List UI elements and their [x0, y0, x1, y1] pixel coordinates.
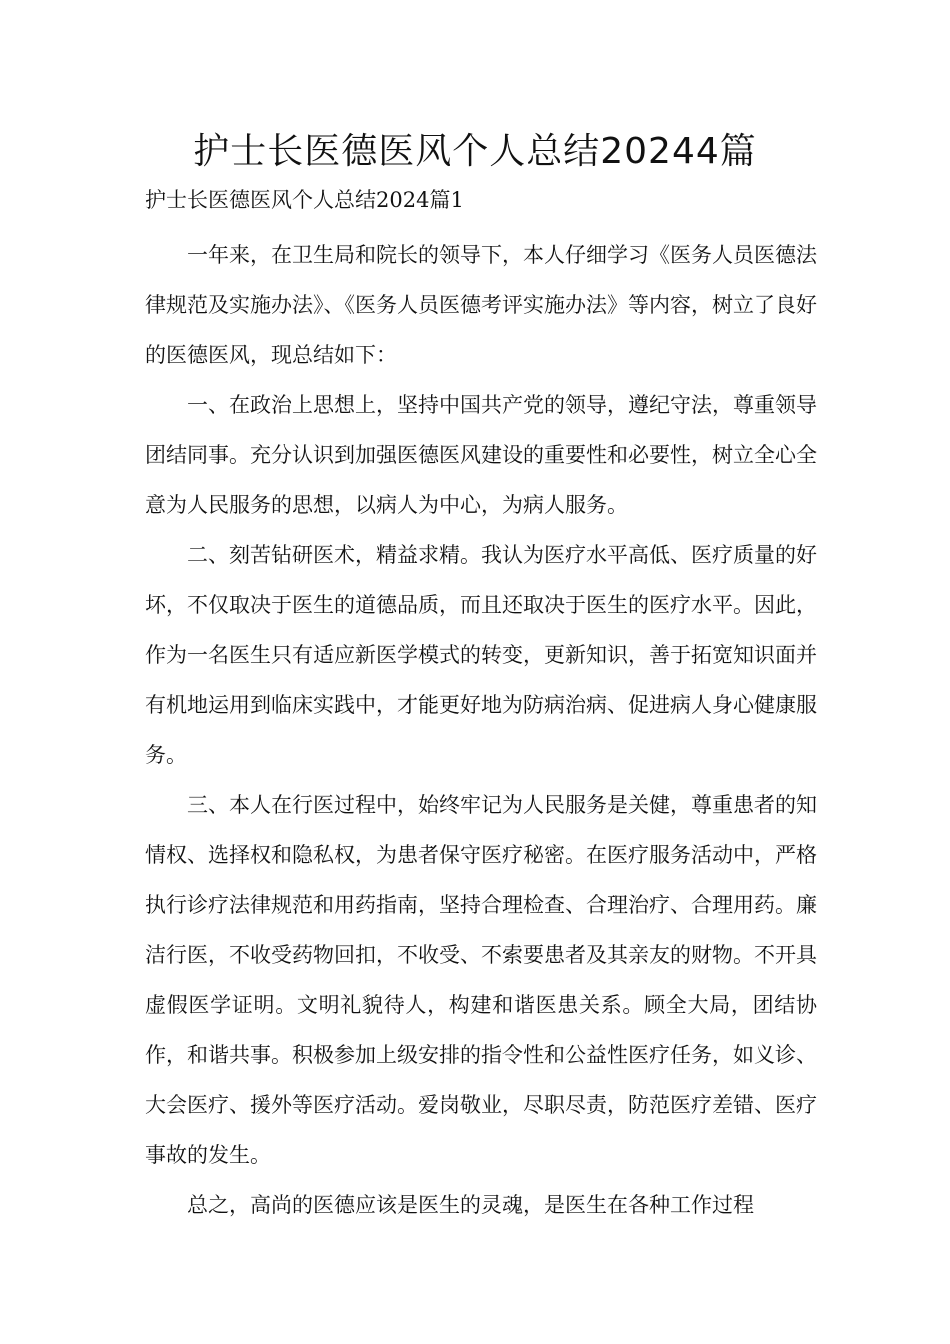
- paragraph-skills: 二、刻苦钻研医术，精益求精。我认为医疗水平高低、医疗质量的好坏，不仅取决于医生的道德品质，而且还取决于医生的医疗水平。因此，作为一名医生只有适应新医学模式的转变，更新知识，善于拓宽知识面并有机地运用到临床实践中，才能更好地为防病治病、促进病人身心健康服务。: [145, 543, 817, 767]
- paragraph-political: 一、在政治上思想上，坚持中国共产党的领导，遵纪守法，尊重领导团结同事。充分认识到加强医德医风建设的重要性和必要性，树立全心全意为人民服务的思想，以病人为中心，为病人服务。: [145, 393, 817, 517]
- paragraph-practice: 三、本人在行医过程中，始终牢记为人民服务是关健，尊重患者的知情权、选择权和隐私权，为患者保守医疗秘密。在医疗服务活动中，严格执行诊疗法律规范和用药指南，坚持合理检查、合理治疗、合理用药。廉洁行医，不收受药物回扣，不收受、不索要患者及其亲友的财物。不开具虚假医学证明。文明礼貌待人，构建和谐医患关系。顾全大局，团结协作，和谐共事。积极参加上级安排的指令性和公益性医疗任务，如义诊、大会医疗、援外等医疗活动。爱岗敬业，尽职尽责，防范医疗差错、医疗事故的发生。: [145, 793, 817, 1167]
- paragraph-intro: 一年来，在卫生局和院长的领导下，本人仔细学习《医务人员医德法律规范及实施办法》、《医务人员医德考评实施办法》等内容，树立了良好的医德医风，现总结如下：: [145, 243, 817, 367]
- document-title: 护士长医德医风个人总结20244篇: [193, 131, 757, 172]
- document-body: [145, 230, 817, 1230]
- document-subtitle: 护士长医德医风个人总结2024篇1: [145, 188, 464, 212]
- paragraph-conclusion: 总之，高尚的医德应该是医生的灵魂，是医生在各种工作过程: [187, 1193, 754, 1217]
